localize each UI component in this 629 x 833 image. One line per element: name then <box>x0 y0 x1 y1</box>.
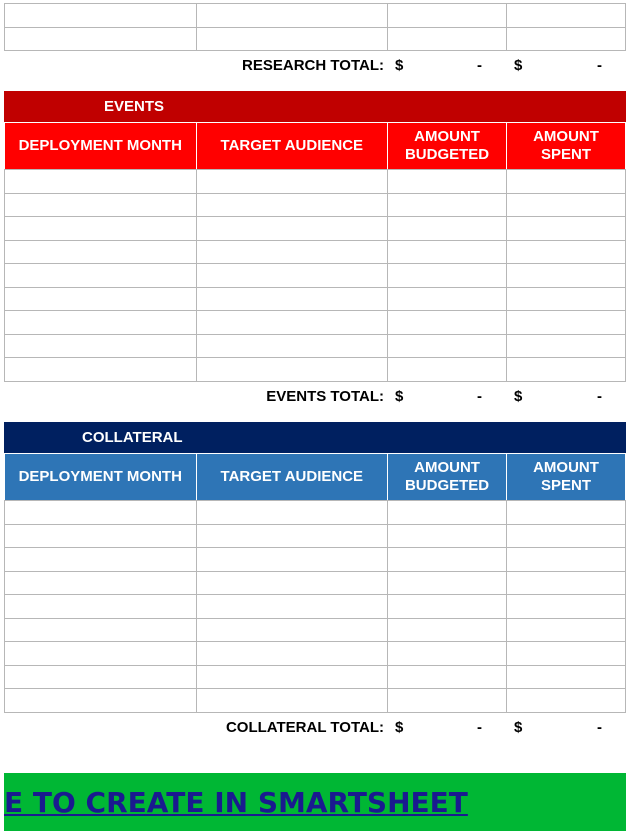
table-row <box>5 27 626 51</box>
events-total-row <box>0 388 629 408</box>
table-cell[interactable] <box>196 595 388 619</box>
table-cell[interactable] <box>388 311 507 335</box>
table-cell[interactable] <box>388 4 507 28</box>
table-cell[interactable] <box>388 595 507 619</box>
events-section-title <box>4 91 626 122</box>
table-cell[interactable] <box>196 618 388 642</box>
research-budgeted-total: - <box>477 57 482 74</box>
collateral-header <box>4 453 626 501</box>
table-cell[interactable] <box>196 240 388 264</box>
table-cell[interactable] <box>507 571 626 595</box>
table-cell[interactable] <box>5 595 197 619</box>
table-cell[interactable] <box>507 4 626 28</box>
currency-symbol: $ <box>395 57 404 74</box>
research-table <box>4 3 626 51</box>
column-header-deployment-month: DEPLOYMENT MONTH <box>5 123 197 170</box>
table-row <box>5 240 626 264</box>
research-total-row <box>0 57 629 77</box>
table-row <box>5 287 626 311</box>
table-cell[interactable] <box>196 689 388 713</box>
table-cell[interactable] <box>196 27 388 51</box>
table-cell[interactable] <box>388 524 507 548</box>
collateral-section-title <box>4 422 626 453</box>
table-cell[interactable] <box>507 548 626 572</box>
table-cell[interactable] <box>196 548 388 572</box>
table-cell[interactable] <box>5 311 197 335</box>
table-row <box>5 689 626 713</box>
table-cell[interactable] <box>5 689 197 713</box>
table-cell[interactable] <box>507 27 626 51</box>
collateral-spent-total: - <box>597 719 602 736</box>
events-header <box>4 122 626 170</box>
table-cell[interactable] <box>196 287 388 311</box>
table-cell[interactable] <box>196 334 388 358</box>
table-cell[interactable] <box>388 358 507 382</box>
collateral-title-text: COLLATERAL <box>82 429 183 446</box>
table-cell[interactable] <box>388 264 507 288</box>
table-row <box>5 665 626 689</box>
table-cell[interactable] <box>5 524 197 548</box>
column-header-amount-budgeted: AMOUNT BUDGETED <box>388 123 507 170</box>
table-cell[interactable] <box>507 595 626 619</box>
table-cell[interactable] <box>388 170 507 194</box>
column-header-target-audience: TARGET AUDIENCE <box>196 123 388 170</box>
table-cell[interactable] <box>196 170 388 194</box>
table-cell[interactable] <box>5 217 197 241</box>
table-cell[interactable] <box>5 334 197 358</box>
collateral-table <box>4 500 626 713</box>
table-row <box>5 170 626 194</box>
table-cell[interactable] <box>507 193 626 217</box>
table-cell[interactable] <box>196 4 388 28</box>
table-row <box>5 618 626 642</box>
table-cell[interactable] <box>5 170 197 194</box>
events-title-text: EVENTS <box>104 98 165 115</box>
collateral-budgeted-total: - <box>477 719 482 736</box>
table-cell[interactable] <box>388 287 507 311</box>
column-header-amount-budgeted: AMOUNT BUDGETED <box>388 454 507 501</box>
table-cell[interactable] <box>388 334 507 358</box>
table-cell[interactable] <box>5 4 197 28</box>
column-header-deployment-month: DEPLOYMENT MONTH <box>5 454 197 501</box>
table-cell[interactable] <box>388 689 507 713</box>
table-cell[interactable] <box>196 642 388 666</box>
table-cell[interactable] <box>507 642 626 666</box>
column-header-amount-spent: AMOUNT SPENT <box>507 123 626 170</box>
table-row <box>5 217 626 241</box>
table-cell[interactable] <box>507 689 626 713</box>
table-cell[interactable] <box>388 240 507 264</box>
events-spent-total: - <box>597 388 602 405</box>
table-cell[interactable] <box>507 618 626 642</box>
table-row <box>5 358 626 382</box>
table-cell[interactable] <box>388 618 507 642</box>
table-row <box>5 264 626 288</box>
table-cell[interactable] <box>388 548 507 572</box>
smartsheet-banner[interactable] <box>4 773 626 831</box>
table-cell[interactable] <box>196 217 388 241</box>
currency-symbol: $ <box>395 388 404 405</box>
table-cell[interactable] <box>388 665 507 689</box>
table-cell[interactable] <box>388 571 507 595</box>
table-cell[interactable] <box>196 501 388 525</box>
table-cell[interactable] <box>5 642 197 666</box>
table-cell[interactable] <box>507 524 626 548</box>
table-cell[interactable] <box>507 311 626 335</box>
table-cell[interactable] <box>5 571 197 595</box>
table-cell[interactable] <box>388 27 507 51</box>
table-row <box>5 524 626 548</box>
table-cell[interactable] <box>196 358 388 382</box>
table-row <box>5 193 626 217</box>
collateral-total-label: COLLATERAL TOTAL: <box>225 719 384 736</box>
table-row <box>5 548 626 572</box>
table-row <box>5 501 626 525</box>
table-cell[interactable] <box>196 524 388 548</box>
currency-symbol: $ <box>514 57 523 74</box>
table-cell[interactable] <box>507 217 626 241</box>
table-cell[interactable] <box>507 287 626 311</box>
table-cell[interactable] <box>5 665 197 689</box>
table-cell[interactable] <box>388 193 507 217</box>
table-cell[interactable] <box>507 665 626 689</box>
table-cell[interactable] <box>5 287 197 311</box>
column-header-amount-spent: AMOUNT SPENT <box>507 454 626 501</box>
create-in-smartsheet-link[interactable]: E TO CREATE IN SMARTSHEET <box>4 786 468 819</box>
table-cell[interactable] <box>507 501 626 525</box>
table-row <box>5 595 626 619</box>
table-cell[interactable] <box>196 571 388 595</box>
research-spent-total: - <box>597 57 602 74</box>
events-budgeted-total: - <box>477 388 482 405</box>
currency-symbol: $ <box>514 719 523 736</box>
table-cell[interactable] <box>5 501 197 525</box>
table-cell[interactable] <box>5 27 197 51</box>
currency-symbol: $ <box>395 719 404 736</box>
table-cell[interactable] <box>196 665 388 689</box>
table-cell[interactable] <box>196 193 388 217</box>
table-cell[interactable] <box>507 170 626 194</box>
table-cell[interactable] <box>388 501 507 525</box>
table-row <box>5 4 626 28</box>
collateral-total-row <box>0 719 629 739</box>
table-row <box>5 334 626 358</box>
events-table <box>4 169 626 382</box>
research-total-label: RESEARCH TOTAL: <box>242 57 384 74</box>
events-total-label: EVENTS TOTAL: <box>266 388 384 405</box>
table-cell[interactable] <box>5 240 197 264</box>
column-header-target-audience: TARGET AUDIENCE <box>196 454 388 501</box>
table-cell[interactable] <box>388 217 507 241</box>
table-row <box>5 571 626 595</box>
table-cell[interactable] <box>5 264 197 288</box>
table-cell[interactable] <box>5 193 197 217</box>
table-cell[interactable] <box>5 618 197 642</box>
table-cell[interactable] <box>388 642 507 666</box>
table-row <box>5 642 626 666</box>
currency-symbol: $ <box>514 388 523 405</box>
table-cell[interactable] <box>196 264 388 288</box>
table-cell[interactable] <box>5 358 197 382</box>
table-row <box>5 311 626 335</box>
table-cell[interactable] <box>507 358 626 382</box>
table-cell[interactable] <box>196 311 388 335</box>
table-cell[interactable] <box>5 548 197 572</box>
table-cell[interactable] <box>507 264 626 288</box>
table-cell[interactable] <box>507 334 626 358</box>
table-cell[interactable] <box>507 240 626 264</box>
